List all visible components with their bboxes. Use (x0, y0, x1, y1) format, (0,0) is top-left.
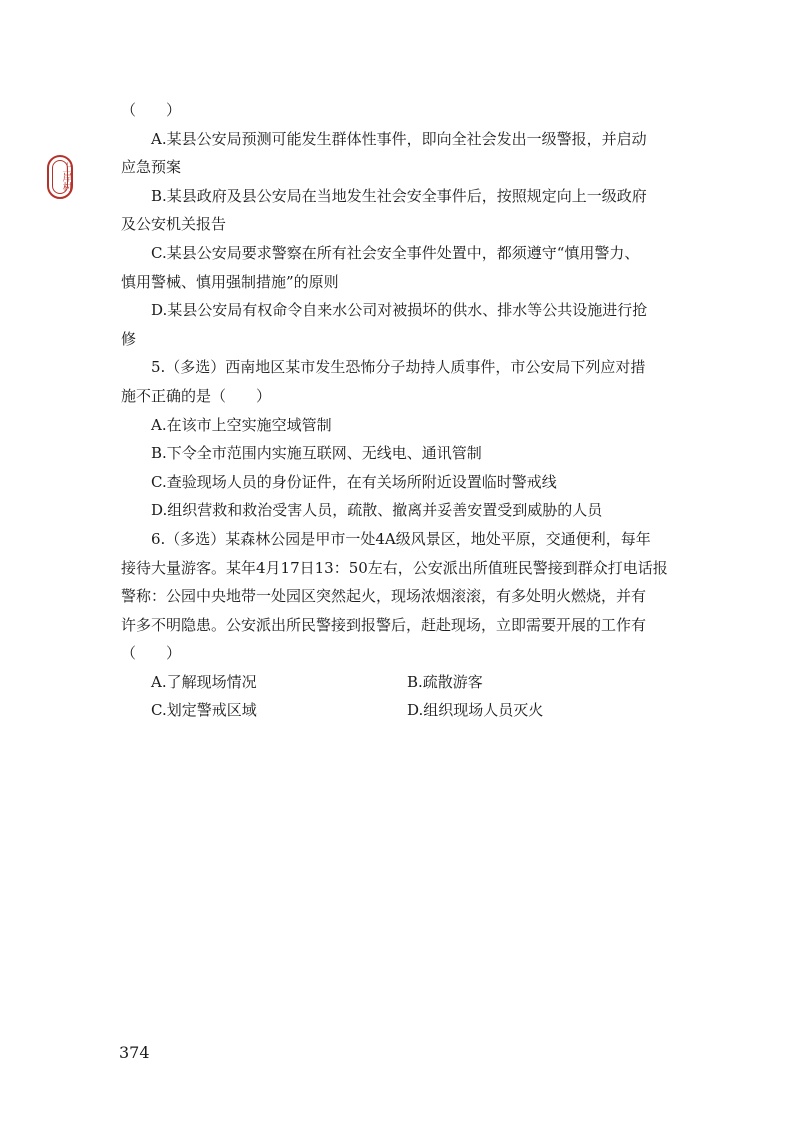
text-line: 应急预案 (121, 158, 182, 177)
text-line: 施不正确的是（ ） (121, 386, 272, 405)
option-left: A.了解现场情况 (151, 672, 257, 691)
text-line: B.某县政府及县公安局在当地发生社会安全事件后，按照规定向上一级政府 (151, 186, 647, 205)
options-grid (121, 668, 691, 725)
text-line: 5.（多选）西南地区某市发生恐怖分子劫持人质事件，市公安局下列应对措 (151, 358, 646, 377)
text-line: A.在该市上空实施空域管制 (151, 415, 332, 434)
text-line: （ ） (121, 644, 182, 663)
option-right: B.疏散游客 (407, 672, 483, 691)
question-content (121, 96, 691, 725)
text-line: 修 (121, 329, 137, 348)
text-line: D.组织营救和救治受害人员，疏散、撤离并妥善安置受到威胁的人员 (151, 501, 603, 520)
text-line: 及公安机关报告 (121, 215, 227, 234)
text-line: 许多不明隐患。公安派出所民警接到报警后，赶赴现场，立即需要开展的工作有 (121, 615, 647, 634)
option-right: D.组织现场人员灭火 (407, 701, 544, 720)
text-line: A.某县公安局预测可能发生群体性事件，即向全社会发出一级警报，并启动 (151, 129, 647, 148)
text-line: 慎用警械、慎用强制措施”的原则 (121, 272, 339, 291)
text-line: 接待大量游客。某年4月17日13：50左右，公安派出所值班民警接到群众打电话报 (121, 558, 668, 577)
question-lines (121, 96, 691, 668)
text-line: （ ） (121, 101, 182, 119)
option-row (121, 668, 691, 697)
page-number: 374 (119, 1043, 150, 1062)
text-line: 警称：公园中央地带一处园区突然起火，现场浓烟滚滚，有多处明火燃烧，并有 (121, 587, 647, 606)
option-left: C.划定警戒区域 (151, 701, 257, 720)
text-line: C.查验现场人员的身份证件，在有关场所附近设置临时警戒线 (151, 472, 557, 491)
text-line: 6.（多选）某森林公园是甲市一处4A级风景区，地处平原，交通便利，每年 (151, 529, 651, 548)
text-line: C.某县公安局要求警察在所有社会安全事件处置中，都须遵守“慎用警力、 (151, 243, 640, 262)
option-row (121, 696, 691, 725)
seal-text: 上岸村 (60, 162, 71, 192)
text-line: B.下令全市范围内实施互联网、无线电、通讯管制 (151, 444, 482, 463)
text-line: D.某县公安局有权命令自来水公司对被损坏的供水、排水等公共设施进行抢 (151, 301, 648, 320)
seal-stamp (47, 155, 73, 199)
